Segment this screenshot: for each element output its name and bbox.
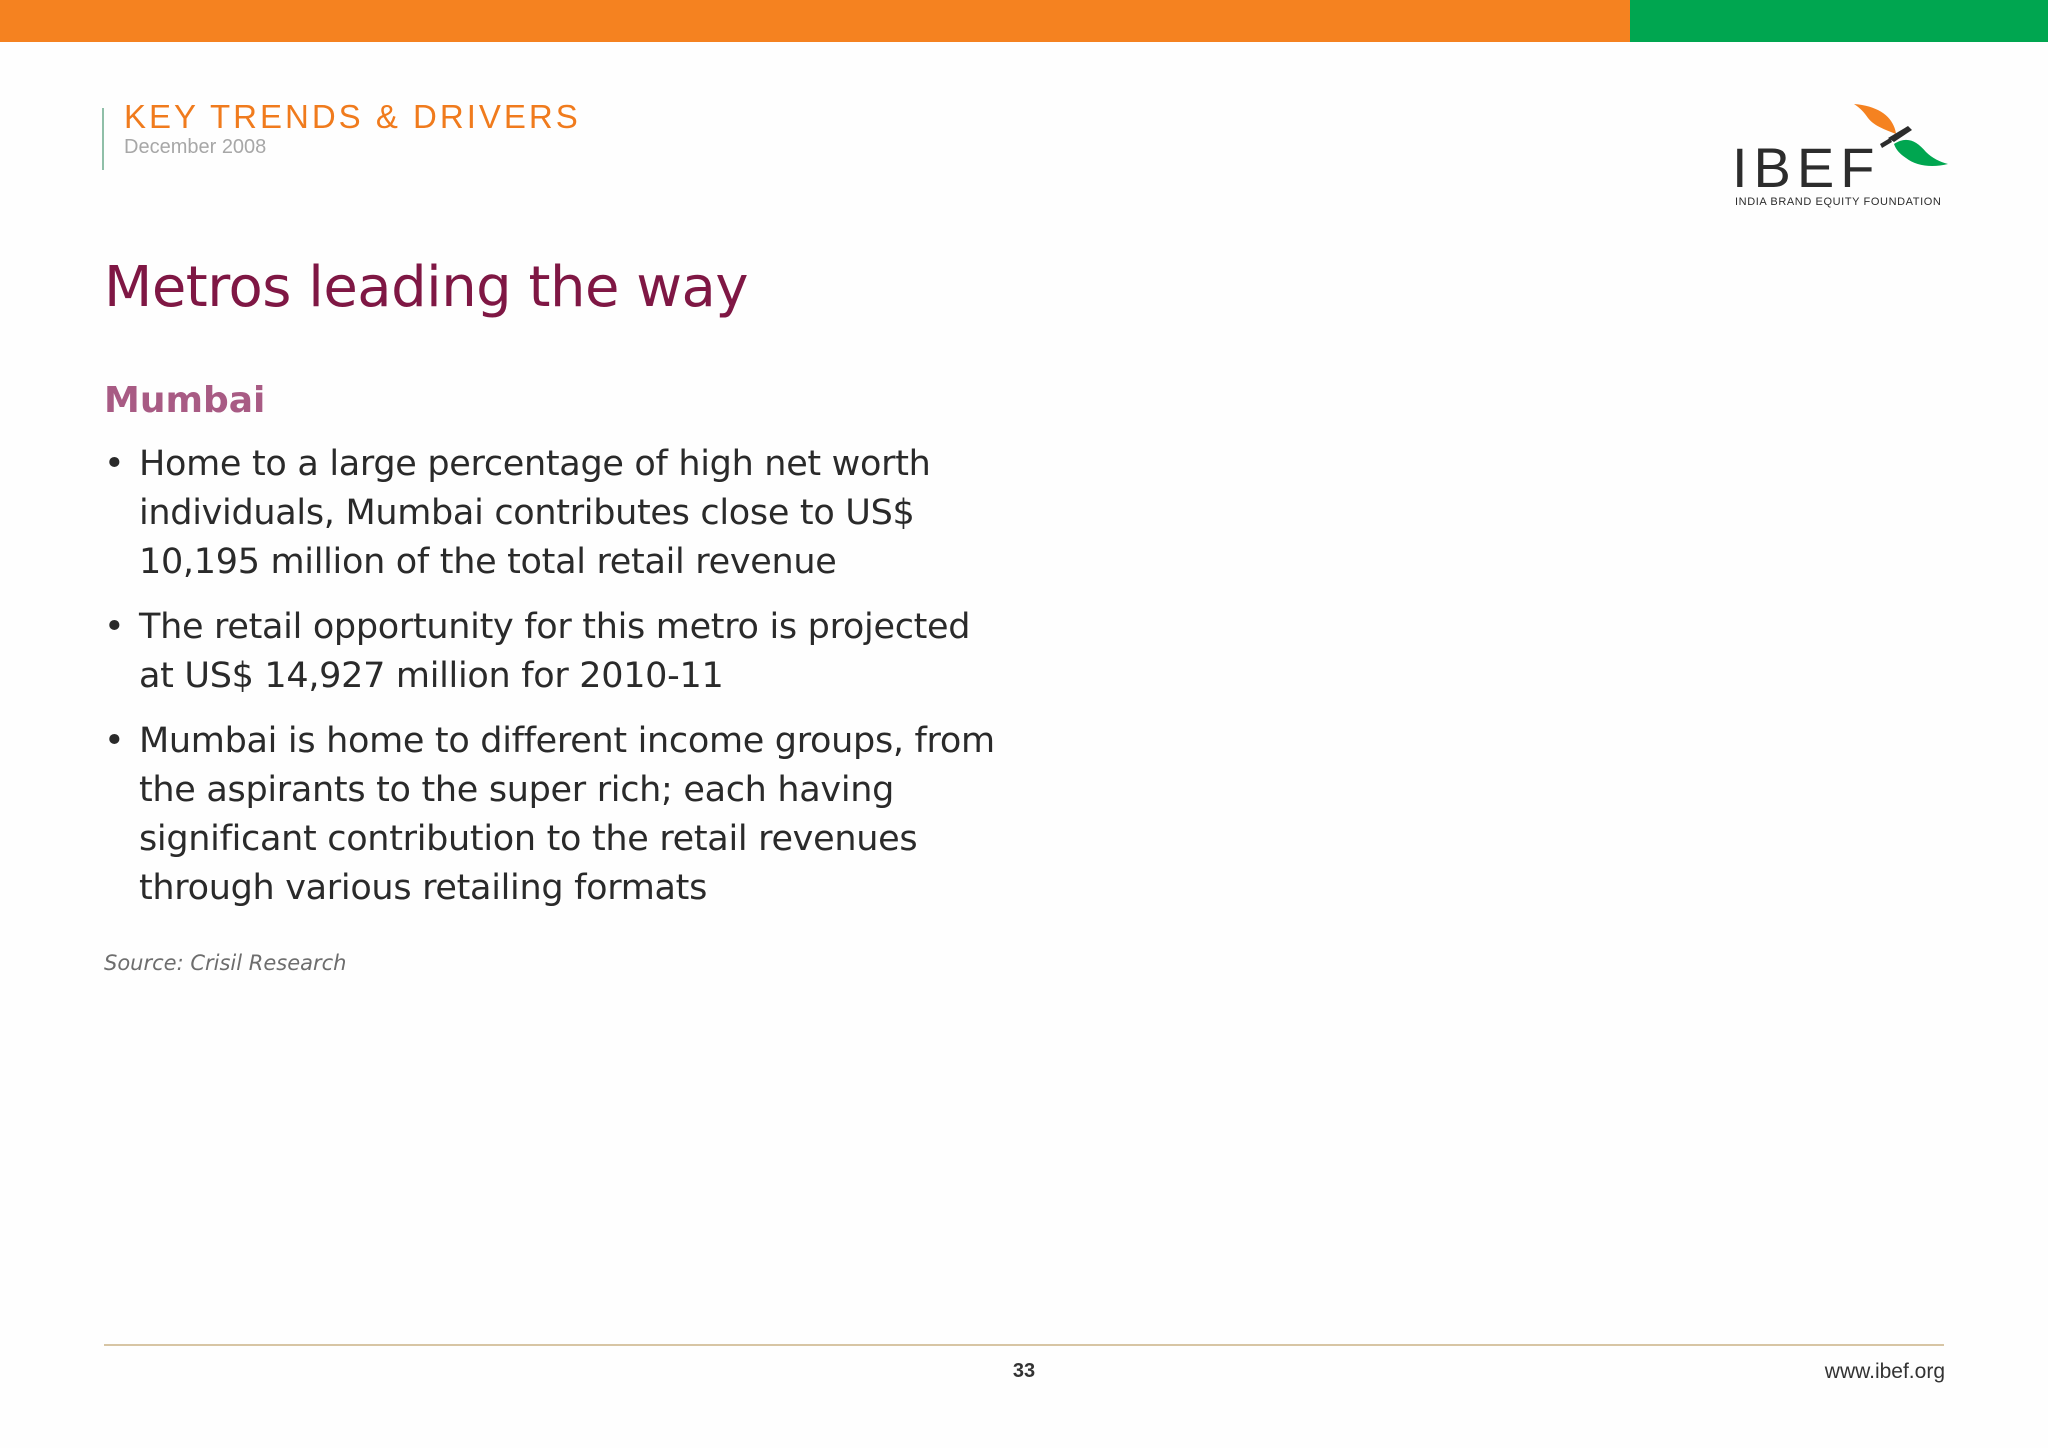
list-item: [104, 603, 1004, 701]
footer-url-link[interactable]: www.ibef.org: [1824, 1360, 1945, 1383]
top-bar-orange: [0, 0, 1630, 42]
bullet-dot: •: [104, 607, 125, 647]
page-number: 33: [1012, 1360, 1036, 1382]
list-item: [104, 440, 1004, 587]
subhead-mumbai: Mumbai: [104, 380, 266, 421]
section-title: KEY TRENDS & DRIVERS: [124, 98, 581, 135]
top-color-bar: [0, 0, 2048, 42]
section-date: December 2008: [124, 136, 267, 158]
page-title: Metros leading the way: [104, 255, 748, 320]
bullet-text: Mumbai is home to different income groups, from the aspirants to the super rich; each having significant contribution to the retail revenues through various retailing formats: [139, 721, 995, 908]
logo-tagline: INDIA BRAND EQUITY FOUNDATION: [1735, 196, 1942, 208]
ibef-logo: [1730, 100, 1950, 212]
bullet-dot: •: [104, 444, 125, 484]
top-bar-green: [1630, 0, 2048, 42]
bullet-text: Home to a large percentage of high net worth individuals, Mumbai contributes close to US$ 10,195 million of the total retail revenue: [139, 444, 931, 582]
bullet-dot: •: [104, 721, 125, 761]
logo-wordmark: IBEF: [1732, 136, 1881, 199]
bullet-text: The retail opportunity for this metro is projected at US$ 14,927 million for 2010-11: [139, 607, 971, 696]
bullet-list: [104, 440, 1004, 929]
footer-divider: [104, 1344, 1944, 1346]
header-divider: [102, 108, 104, 170]
source-note: Source: Crisil Research: [104, 951, 347, 975]
list-item: [104, 717, 1004, 913]
